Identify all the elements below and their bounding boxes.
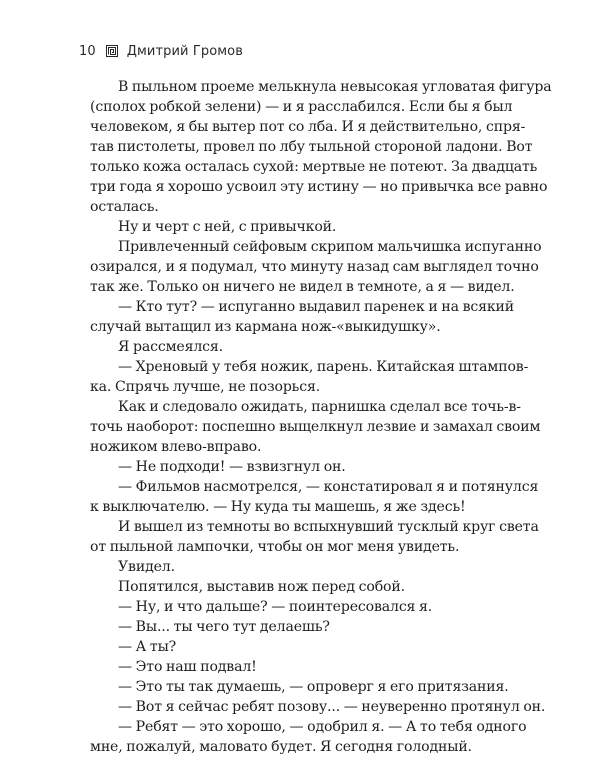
text-line: ка. Спрячь лучше, не позорься. [90, 379, 321, 395]
text-line: три года я хорошо усвоил эту истину — но привычка все равно [90, 179, 548, 195]
text-line: ножиком влево-вправо. [90, 439, 262, 455]
text-line: — Хреновый у тебя ножик, парень. Китайская штампов- [118, 359, 529, 375]
paragraph [90, 657, 508, 677]
paragraph [90, 717, 527, 757]
paragraph [90, 557, 508, 577]
paragraph [90, 337, 508, 357]
page-number: 10 [79, 43, 96, 59]
text-line: — Ребят — это хорошо, — одобрил я. — А то тебя одного [118, 719, 527, 735]
text-line: мне, пожалуй, маловато будет. Я сегодня голодный. [90, 739, 472, 755]
text-line: так же. Только он ничего не видел в темноте, а я — видел. [90, 279, 515, 295]
paragraph [90, 217, 508, 237]
paragraph [90, 577, 508, 597]
paragraph [90, 477, 539, 517]
paragraph [90, 77, 552, 217]
paragraph [90, 517, 539, 557]
square-spiral-icon [106, 45, 118, 57]
text-line: — Не подходи! — взвизгнул он. [118, 459, 346, 475]
text-line: к выключателю. — Ну куда ты машешь, я же здесь! [90, 499, 466, 515]
paragraph [90, 697, 546, 717]
text-line: Попятился, выставив нож перед собой. [118, 579, 405, 595]
text-line: от пыльной лампочки, чтобы он мог меня увидеть. [90, 539, 460, 555]
text-line: — Вот я сейчас ребят позову... — неуверенно протянул он. [118, 699, 546, 715]
paragraph [90, 357, 529, 397]
text-line: — Фильмов насмотрелся, — констатировал я и потянулся [118, 479, 539, 495]
paragraph [90, 677, 508, 697]
text-line: Привлеченный сейфовым скрипом мальчишка испуганно [118, 239, 542, 255]
paragraph [90, 297, 514, 337]
text-line: тав пистолеты, провел по лбу тыльной стороной ладони. Вот [90, 139, 533, 155]
text-line: Увидел. [118, 559, 175, 575]
text-line: точь наоборот: поспешно выщелкнул лезвие и замахал своим [90, 419, 541, 435]
text-line: Ну и черт с ней, с привычкой. [118, 219, 337, 235]
text-line: — Это наш подвал! [118, 659, 257, 675]
text-line: — Вы... ты чего тут делаешь? [118, 619, 330, 635]
text-line: — Кто тут? — испуганно выдавил паренек и на всякий [118, 299, 514, 315]
text-line: озирался, и я подумал, что минуту назад сам выглядел точно [90, 259, 539, 275]
text-line: В пыльном проеме мелькнула невысокая угловатая фигура [118, 79, 552, 95]
text-line: И вышел из темноты во вспыхнувший тусклый круг света [118, 519, 539, 535]
text-line: Как и следовало ожидать, парнишка сделал все точь-в- [118, 399, 521, 415]
text-line: человеком, я бы вытер пот со лба. И я действительно, спря- [90, 119, 526, 135]
text-line: — Это ты так думаешь, — опроверг я его притязания. [118, 679, 509, 695]
paragraph [90, 397, 541, 457]
paragraph [90, 617, 508, 637]
body-text [90, 77, 552, 757]
paragraph [90, 597, 508, 617]
paragraph [90, 637, 508, 657]
text-line: Я рассмеялся. [118, 339, 223, 355]
paragraph [90, 237, 542, 297]
text-line: только кожа осталась сухой: мертвые не потеют. За двадцать [90, 159, 538, 175]
author-name: Дмитрий Громов [126, 43, 243, 59]
text-line: осталась. [90, 199, 159, 215]
text-line: случай вытащил из кармана нож-«выкидушку». [90, 319, 441, 335]
text-line: (сполох робкой зелени) — и я расслабился. Если бы я был [90, 99, 513, 115]
paragraph [90, 457, 508, 477]
running-head [79, 40, 243, 62]
text-line: — А ты? [118, 639, 177, 655]
text-line: — Ну, и что дальше? — поинтересовался я. [118, 599, 433, 615]
